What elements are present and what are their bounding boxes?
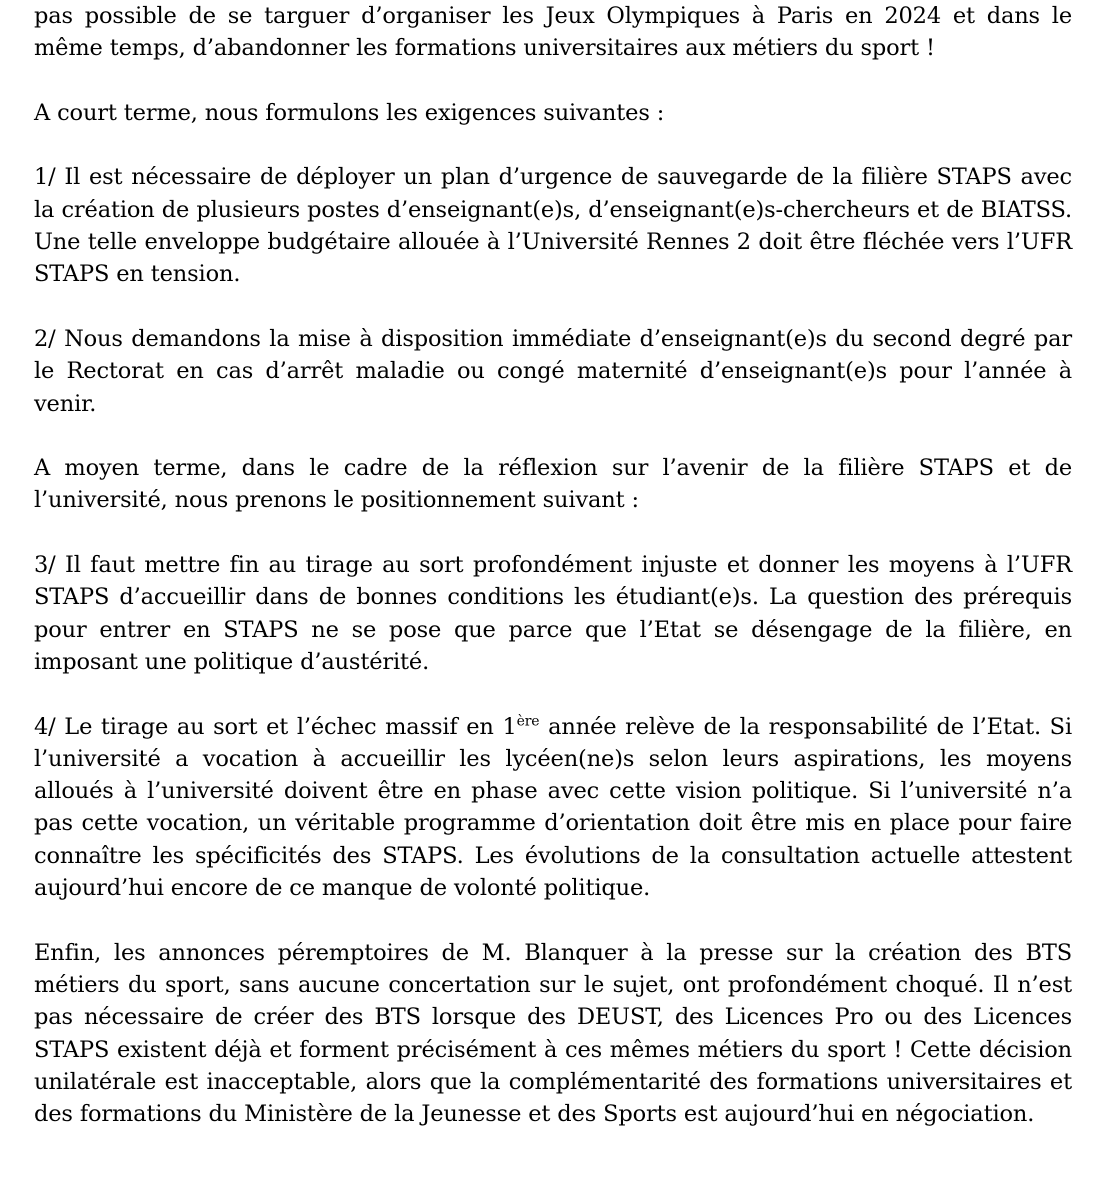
paragraph-demand-3: 3/ Il faut mettre fin au tirage au sort profondément injuste et donner les moyens à l’UFR STAPS d’accueillir dans de bonnes conditions les étudiant(e)s. La question des prérequis pour entrer en STAPS ne se pose que parce que l’Etat se désengage de la filière, en imposant une politique d’austérité. (34, 552, 1072, 675)
paragraph-demand-1: 1/ Il est nécessaire de déployer un plan d’urgence de sauvegarde de la filière STAPS avec la création de plusieurs postes d’enseignant(e)s, d’enseignant(e)s-chercheurs et de BIATSS. Une telle enveloppe budgétaire allouée à l’Université Rennes 2 doit être fléchée vers l’UFR STAPS en tension. (34, 164, 1072, 288)
paragraph-demand-4 (34, 711, 1072, 905)
paragraph-demand-2: 2/ Nous demandons la mise à disposition immédiate d’enseignant(e)s du second degré par le Rectorat en cas d’arrêt maladie ou congé maternité d’enseignant(e)s pour l’année à venir. (34, 325, 1072, 417)
paragraph-demand-4-start: 4/ Le tirage au sort et l’échec massif en 1 (34, 713, 517, 740)
paragraph-demand-4-rest: année relève de la responsabilité de l’Etat. Si l’université a vocation à accueillir les lycéen(ne)s selon leurs aspirations, les moyens alloués à l’université doivent être en phase avec cette vision politique. Si l’université n’a pas cette vocation, un véritable programme d’orientation doit être mis en place pour faire connaître les spécificités des STAPS. Les évolutions de la consultation actuelle attestent aujourd’hui encore de ce manque de volonté politique. (34, 713, 1072, 902)
paragraph-conclusion: Enfin, les annonces péremptoires de M. Blanquer à la presse sur la création des BTS métiers du sport, sans aucune concertation sur le sujet, ont profondément choqué. Il n’est pas nécessaire de créer des BTS lorsque des DEUST, des Licences Pro ou des Licences STAPS existent déjà et forment précisément à ces mêmes métiers du sport ! Cette décision unilatérale est inacceptable, alors que la complémentarité des formations universitaires et des formations du Ministère de la Jeunesse et des Sports est aujourd’hui en négociation. (34, 939, 1072, 1128)
ordinal-superscript: ère (516, 713, 540, 730)
paragraph-short-term-heading: A court terme, nous formulons les exigences suivantes : (34, 99, 665, 126)
document-page (34, 0, 1072, 1163)
paragraph-intro-continuation: pas possible de se targuer d’organiser les Jeux Olympiques à Paris en 2024 et dans le même temps, d’abandonner les formations universitaires aux métiers du sport ! (34, 3, 1072, 62)
paragraph-medium-term-heading: A moyen terme, dans le cadre de la réflexion sur l’avenir de la filière STAPS et de l’université, nous prenons le positionnement suivant : (34, 455, 1072, 514)
